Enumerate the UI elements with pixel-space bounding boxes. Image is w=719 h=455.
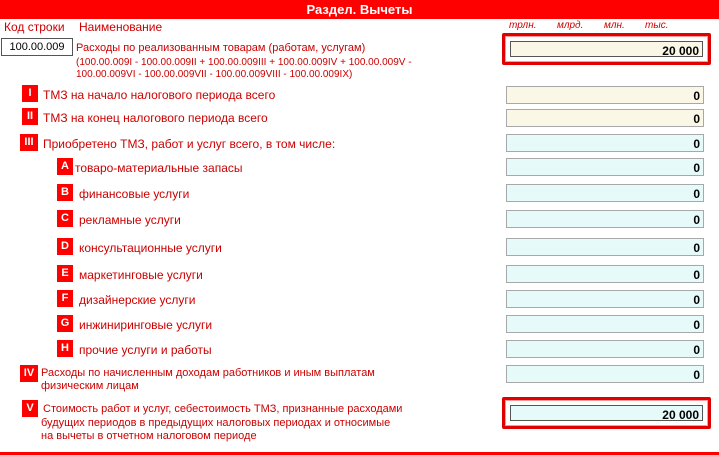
value-field-f[interactable]: 0	[506, 290, 704, 308]
value-field-d[interactable]: 0	[506, 238, 704, 256]
unit-billion: млрд.	[557, 20, 584, 31]
unit-million: млн.	[604, 20, 625, 31]
sub-badge-b: B	[57, 184, 73, 201]
sub-label-g: инжиниринговые услуги	[79, 318, 213, 332]
row-label-v-line3: на вычеты в отчетном налоговом периоде	[41, 430, 257, 442]
section-title: Раздел. Вычеты	[306, 2, 413, 17]
row-v-value-highlight	[502, 397, 711, 429]
value-field-v[interactable]: 20 000	[510, 405, 703, 421]
value-field-iv[interactable]: 0	[506, 365, 704, 383]
sub-badge-c: C	[57, 210, 73, 227]
sub-label-c: рекламные услуги	[79, 213, 181, 227]
sub-label-a: товаро-материальные запасы	[75, 161, 243, 175]
row-badge-iv: IV	[20, 365, 38, 382]
row-badge-v: V	[22, 400, 38, 417]
column-code-header: Код строки	[4, 20, 65, 34]
row-label-i: ТМЗ на начало налогового периода всего	[43, 88, 276, 102]
sub-badge-d: D	[57, 238, 73, 255]
row-label-v-line1: Стоимость работ и услуг, себестоимость ТМЗ, признанные расходами	[43, 403, 403, 415]
sub-badge-a: A	[57, 158, 73, 175]
sub-badge-g: G	[57, 315, 73, 332]
main-row-formula-line2: 100.00.009VI - 100.00.009VII - 100.00.009VIII - 100.00.009IX)	[76, 69, 353, 80]
value-field-i[interactable]: 0	[506, 86, 704, 104]
sub-badge-e: E	[57, 265, 73, 282]
main-row-formula-line1: (100.00.009I - 100.00.009II + 100.00.009III + 100.00.009IV + 100.00.009V -	[76, 57, 412, 68]
value-field-b[interactable]: 0	[506, 184, 704, 202]
sub-label-d: консультационные услуги	[79, 241, 222, 255]
sub-badge-f: F	[57, 290, 73, 307]
sub-label-f: дизайнерские услуги	[79, 293, 196, 307]
main-value-field[interactable]: 20 000	[510, 41, 703, 57]
row-label-ii: ТМЗ на конец налогового периода всего	[43, 111, 268, 125]
value-field-c[interactable]: 0	[506, 210, 704, 228]
value-field-e[interactable]: 0	[506, 265, 704, 283]
unit-thousand: тыс.	[645, 20, 669, 31]
row-badge-ii: II	[22, 108, 38, 125]
sub-badge-h: H	[57, 340, 73, 357]
value-field-a[interactable]: 0	[506, 158, 704, 176]
sub-label-h: прочие услуги и работы	[79, 343, 212, 357]
value-field-g[interactable]: 0	[506, 315, 704, 333]
value-field-iii[interactable]: 0	[506, 134, 704, 152]
row-badge-i: I	[22, 85, 38, 102]
main-row-title: Расходы по реализованным товарам (работам, услугам)	[76, 42, 366, 54]
section-header	[0, 0, 719, 19]
row-label-iii: Приобретено ТМЗ, работ и услуг всего, в том числе:	[43, 137, 336, 151]
sub-label-e: маркетинговые услуги	[79, 268, 203, 282]
row-label-iv-line2: физическим лицам	[41, 380, 139, 392]
row-code: 100.00.009	[1, 38, 73, 56]
main-value-highlight	[502, 33, 711, 65]
row-label-iv-line1: Расходы по начисленным доходам работников и иным выплатам	[41, 367, 375, 379]
row-badge-iii: III	[20, 134, 38, 151]
value-field-ii[interactable]: 0	[506, 109, 704, 127]
sub-label-b: финансовые услуги	[79, 187, 190, 201]
unit-trillion: трлн.	[509, 20, 537, 31]
column-name-header: Наименование	[79, 20, 163, 34]
value-field-h[interactable]: 0	[506, 340, 704, 358]
row-label-v-line2: будущих периодов в предыдущих налоговых периодах и относимые	[41, 417, 391, 429]
